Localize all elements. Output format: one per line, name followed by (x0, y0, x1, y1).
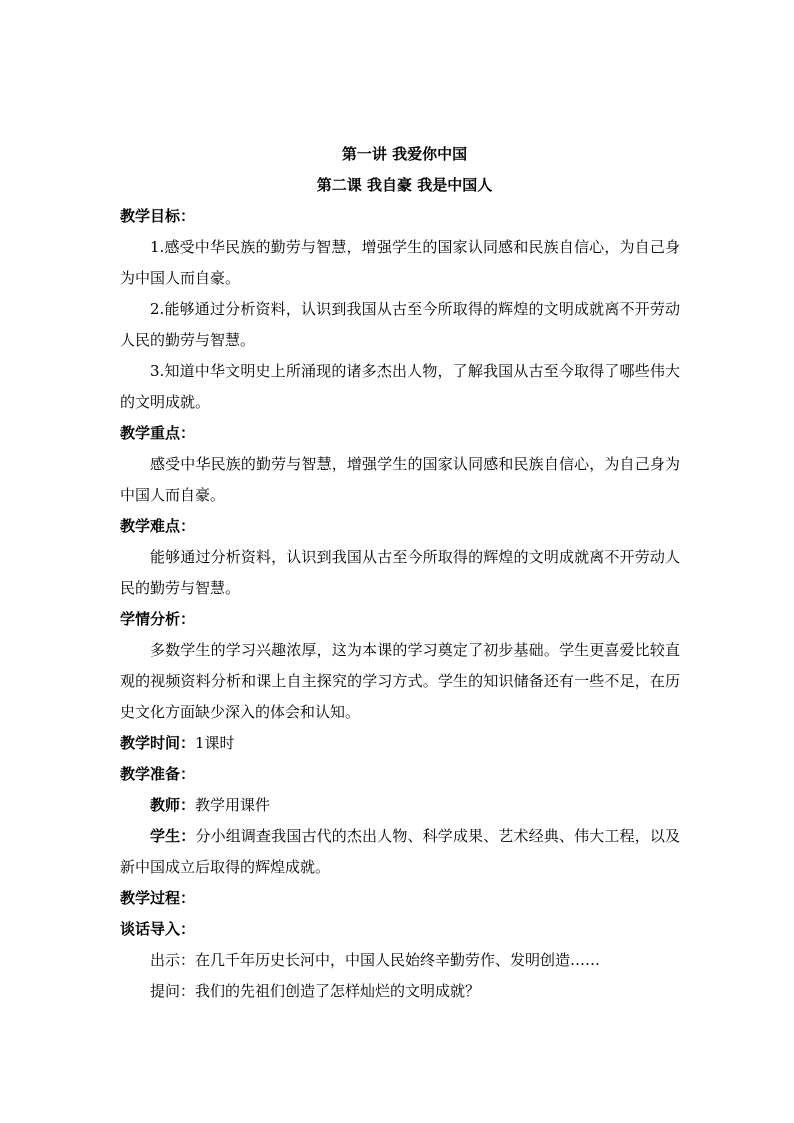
objective-item-2: 2.能够通过分析资料，认识到我国从古至今所取得的辉煌的文明成就离不开劳动人民的勤劳与智慧。 (120, 300, 680, 349)
analysis-heading: 学情分析： (120, 610, 196, 628)
analysis-text: 多数学生的学习兴趣浓厚，这为本课的学习奠定了初步基础。学生更喜爱比较直观的视频资料分析和课上自主探究的学习方式。学生的知识储备还有一些不足，在历史文化方面缺少深入的体会和认知。 (120, 641, 680, 721)
student-label: 学生： (150, 827, 196, 845)
ask-label: 提问： (150, 982, 196, 1000)
process-heading: 教学过程： (120, 889, 196, 907)
show-label: 出示： (150, 951, 196, 969)
objective-item-3: 3.知道中华文明史上所涌现的诸多杰出人物，了解我国从古至今取得了哪些伟大的文明成就。 (120, 362, 680, 411)
key-points-heading: 教学重点： (120, 424, 196, 442)
document-page (120, 139, 680, 1007)
ask-text: 我们的先祖们创造了怎样灿烂的文明成就？ (195, 982, 481, 1000)
teacher-text: 教学用课件 (195, 796, 271, 814)
difficulties-heading: 教学难点： (120, 517, 196, 535)
objectives-heading: 教学目标： (120, 207, 196, 225)
intro-heading: 谈话导入： (120, 920, 196, 938)
student-preparation (120, 821, 680, 883)
teaching-time-row (120, 728, 680, 759)
show-text: 在几千年历史长河中，中国人民始终辛勤劳作、发明创造…… (195, 951, 601, 969)
teaching-time-value: 1课时 (195, 734, 235, 752)
student-text: 分小组调查我国古代的杰出人物、科学成果、艺术经典、伟大工程，以及新中国成立后取得的辉煌成就。 (120, 827, 680, 876)
objective-item-1: 1.感受中华民族的勤劳与智慧，增强学生的国家认同感和民族自信心，为自己身为中国人而自豪。 (120, 238, 680, 287)
teaching-time-heading: 教学时间： (120, 734, 196, 752)
lesson-title: 第二课 我自豪 我是中国人 (316, 176, 493, 194)
teacher-label: 教师： (150, 796, 196, 814)
teacher-preparation (120, 790, 680, 821)
preparation-heading: 教学准备： (120, 765, 196, 783)
intro-show (120, 945, 680, 976)
key-points-text: 感受中华民族的勤劳与智慧，增强学生的国家认同感和民族自信心，为自己身为中国人而自豪。 (120, 455, 680, 504)
intro-ask (120, 976, 680, 1007)
difficulties-text: 能够通过分析资料，认识到我国从古至今所取得的辉煌的文明成就离不开劳动人民的勤劳与智慧。 (120, 548, 680, 597)
lecture-title: 第一讲 我爱你中国 (341, 145, 468, 163)
